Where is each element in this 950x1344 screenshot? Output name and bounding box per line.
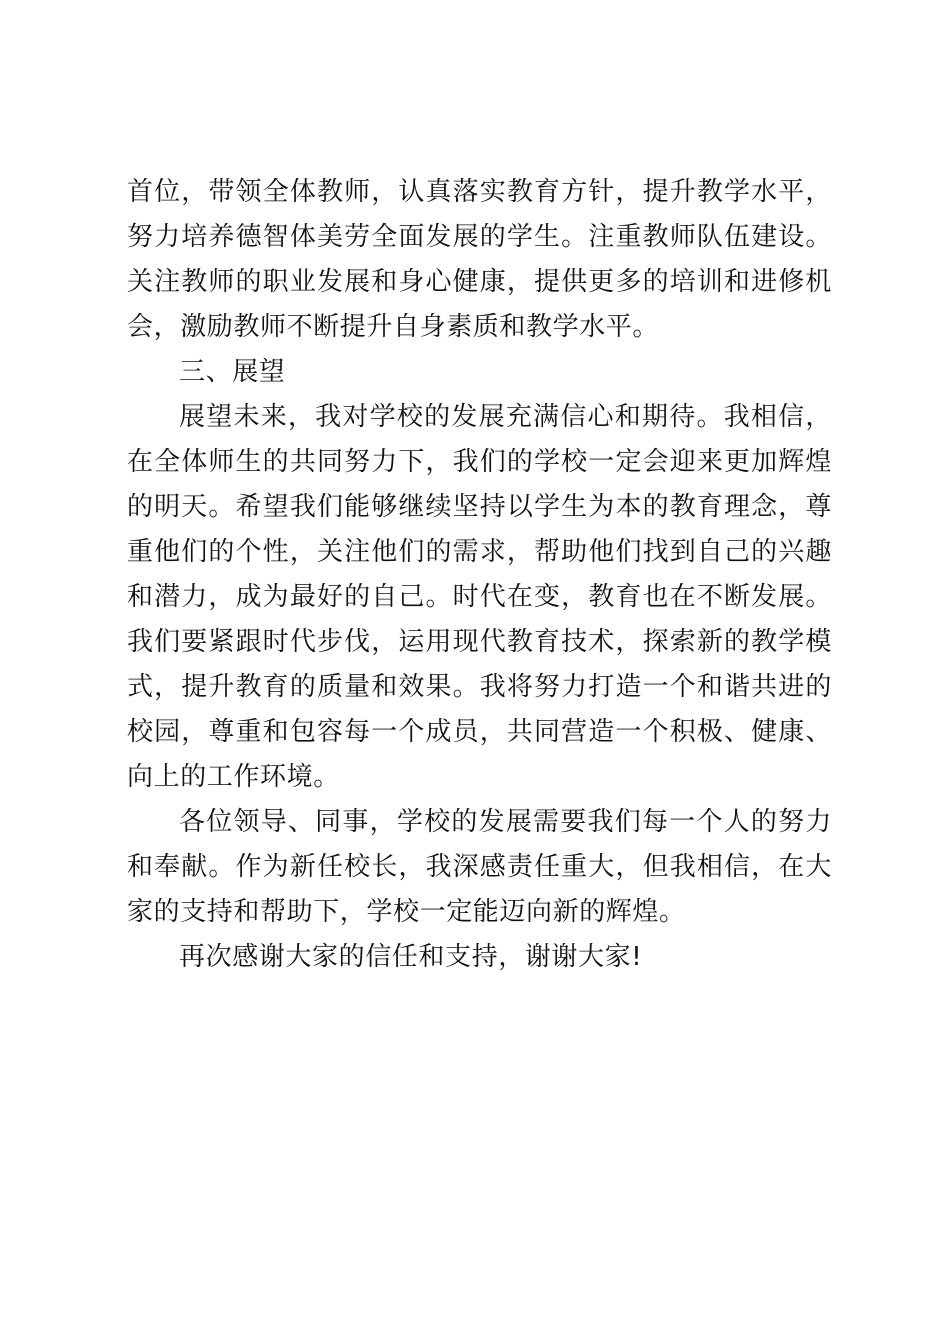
paragraph-continuation: 首位，带领全体教师，认真落实教育方针，提升教学水平，努力培养德智体美劳全面发展的学生。注重教师队伍建设。关注教师的职业发展和身心健康，提供更多的培训和进修机会，激励教师不断提升自身素质和教学水平。 [127,177,832,342]
paragraph-thanks: 再次感谢大家的信任和支持，谢谢大家! [179,942,643,972]
section-heading-outlook: 三、展望 [179,357,286,387]
document-body [127,170,832,980]
paragraph-appeal: 各位领导、同事，学校的发展需要我们每一个人的努力和奉献。作为新任校长，我深感责任重大，但我相信，在大家的支持和帮助下，学校一定能迈向新的辉煌。 [127,807,832,927]
paragraph-outlook: 展望未来，我对学校的发展充满信心和期待。我相信，在全体师生的共同努力下，我们的学校一定会迎来更加辉煌的明天。希望我们能够继续坚持以学生为本的教育理念，尊重他们的个性，关注他们的需求，帮助他们找到自己的兴趣和潜力，成为最好的自己。时代在变，教育也在不断发展。我们要紧跟时代步伐，运用现代教育技术，探索新的教学模式，提升教育的质量和效果。我将努力打造一个和谐共进的校园，尊重和包容每一个成员，共同营造一个积极、健康、向上的工作环境。 [127,402,832,792]
